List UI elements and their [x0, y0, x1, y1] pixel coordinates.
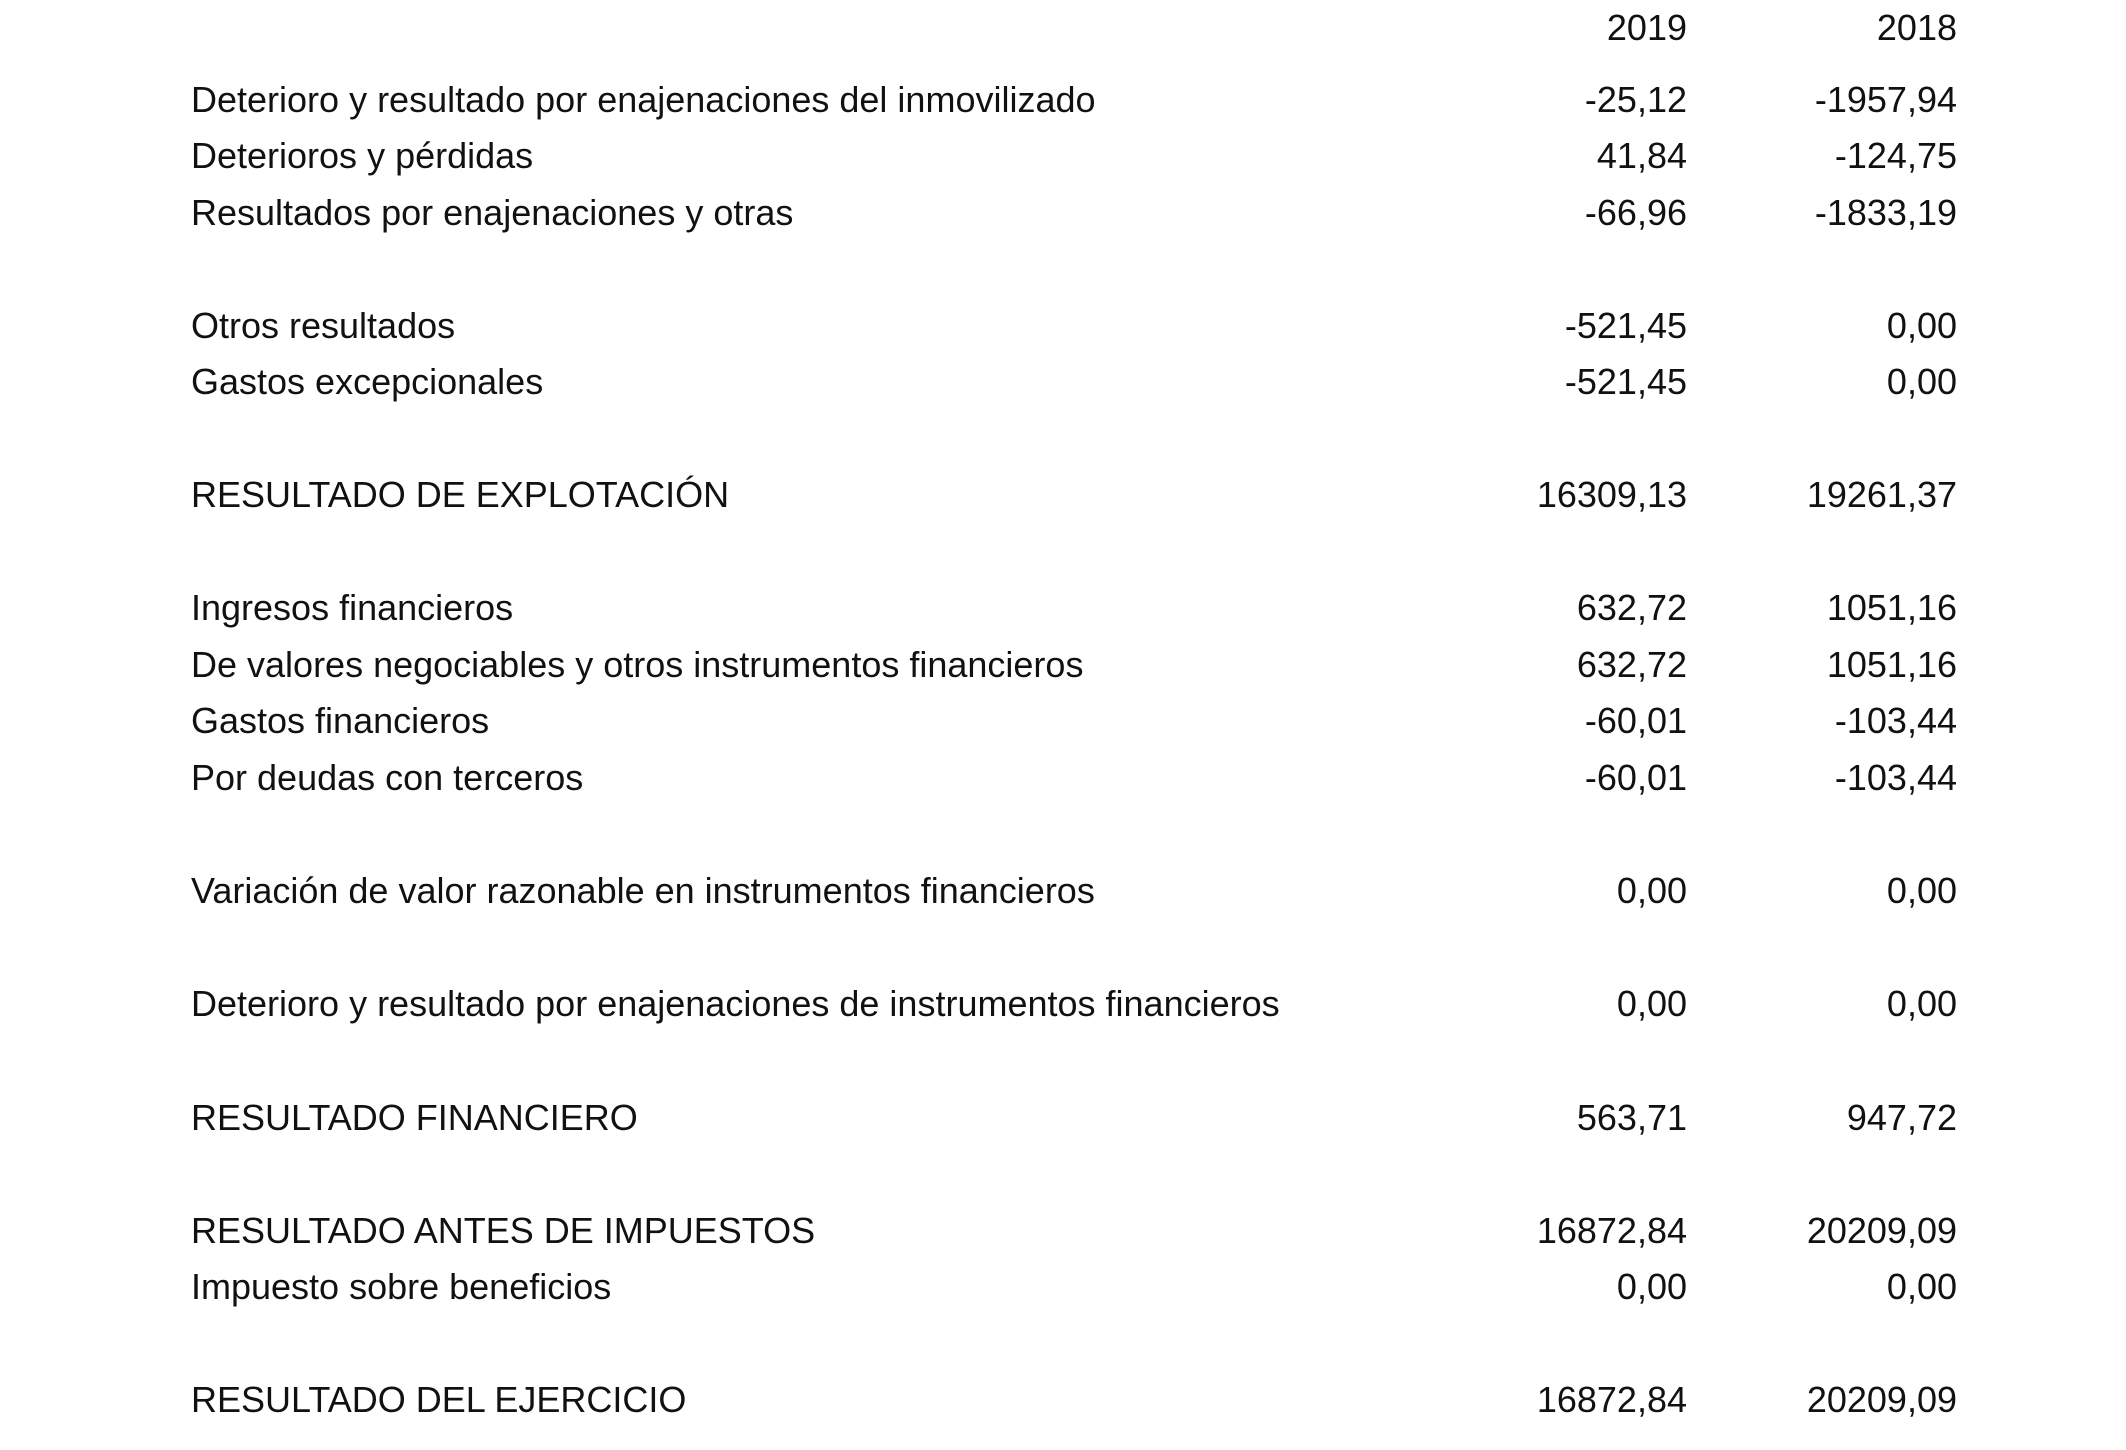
row-value-2019: -66,96: [1584, 192, 1687, 233]
row-label: De valores negociables y otros instrumentos financieros: [191, 644, 1084, 685]
table-row: [0, 128, 2126, 184]
table-row: [0, 750, 2126, 806]
year-2018-header: 2018: [1876, 7, 1957, 48]
row-label: Deterioros y pérdidas: [191, 135, 534, 176]
row-label: Variación de valor razonable en instrumentos financieros: [191, 870, 1095, 911]
table-row: [0, 637, 2126, 693]
row-value-2018: -1833,19: [1814, 192, 1957, 233]
table-row: [0, 976, 2126, 1032]
row-label: Resultados por enajenaciones y otras: [191, 192, 794, 233]
row-value-2019: -25,12: [1584, 79, 1687, 120]
row-value-2018: 1051,16: [1826, 587, 1957, 628]
row-label: Ingresos financieros: [191, 587, 514, 628]
row-label: Deterioro y resultado por enajenaciones de instrumentos financieros: [191, 983, 1280, 1024]
row-label: RESULTADO ANTES DE IMPUESTOS: [191, 1210, 816, 1251]
table-row: [0, 1259, 2126, 1315]
row-value-2019: -521,45: [1564, 305, 1687, 346]
table-row: [0, 298, 2126, 354]
row-value-2019: 563,71: [1576, 1097, 1687, 1138]
row-value-2019: 0,00: [1616, 1266, 1687, 1307]
table-row: [0, 1090, 2126, 1146]
row-value-2018: -103,44: [1834, 700, 1957, 741]
row-label: RESULTADO DEL EJERCICIO: [191, 1379, 687, 1420]
row-label: Deterioro y resultado por enajenaciones del inmovilizado: [191, 79, 1096, 120]
row-value-2019: 0,00: [1616, 983, 1687, 1024]
row-label: Otros resultados: [191, 305, 456, 346]
table-row: [0, 580, 2126, 636]
row-value-2019: 16309,13: [1536, 474, 1687, 515]
row-value-2018: 20209,09: [1806, 1210, 1957, 1251]
table-row: [0, 467, 2126, 523]
row-label: RESULTADO DE EXPLOTACIÓN: [191, 474, 730, 515]
row-value-2018: -124,75: [1834, 135, 1957, 176]
row-value-2018: 20209,09: [1806, 1379, 1957, 1420]
row-label: RESULTADO FINANCIERO: [191, 1097, 638, 1138]
row-value-2018: -103,44: [1834, 757, 1957, 798]
row-value-2018: 1051,16: [1826, 644, 1957, 685]
table-row: [0, 863, 2126, 919]
row-value-2018: 0,00: [1886, 361, 1957, 402]
table-row: [0, 693, 2126, 749]
row-value-2019: 632,72: [1576, 587, 1687, 628]
row-value-2019: 16872,84: [1536, 1379, 1687, 1420]
header-row: [0, 0, 2126, 56]
row-value-2018: 0,00: [1886, 983, 1957, 1024]
row-value-2019: -60,01: [1584, 700, 1687, 741]
row-value-2019: 632,72: [1576, 644, 1687, 685]
row-value-2018: 0,00: [1886, 870, 1957, 911]
row-value-2019: 0,00: [1616, 870, 1687, 911]
table-row: [0, 72, 2126, 128]
row-label: Gastos financieros: [191, 700, 490, 741]
row-value-2019: 41,84: [1596, 135, 1687, 176]
table-row: [0, 185, 2126, 241]
table-row: [0, 1372, 2126, 1428]
table-row: [0, 354, 2126, 410]
row-value-2018: -1957,94: [1814, 79, 1957, 120]
row-label: Por deudas con terceros: [191, 757, 584, 798]
row-value-2019: 16872,84: [1536, 1210, 1687, 1251]
year-2019-header: 2019: [1606, 7, 1687, 48]
table-row: [0, 1203, 2126, 1259]
row-value-2018: 0,00: [1886, 1266, 1957, 1307]
row-label: Gastos excepcionales: [191, 361, 544, 402]
row-value-2019: -521,45: [1564, 361, 1687, 402]
row-value-2018: 0,00: [1886, 305, 1957, 346]
row-label: Impuesto sobre beneficios: [191, 1266, 612, 1307]
row-value-2019: -60,01: [1584, 757, 1687, 798]
row-value-2018: 947,72: [1846, 1097, 1957, 1138]
row-value-2018: 19261,37: [1806, 474, 1957, 515]
